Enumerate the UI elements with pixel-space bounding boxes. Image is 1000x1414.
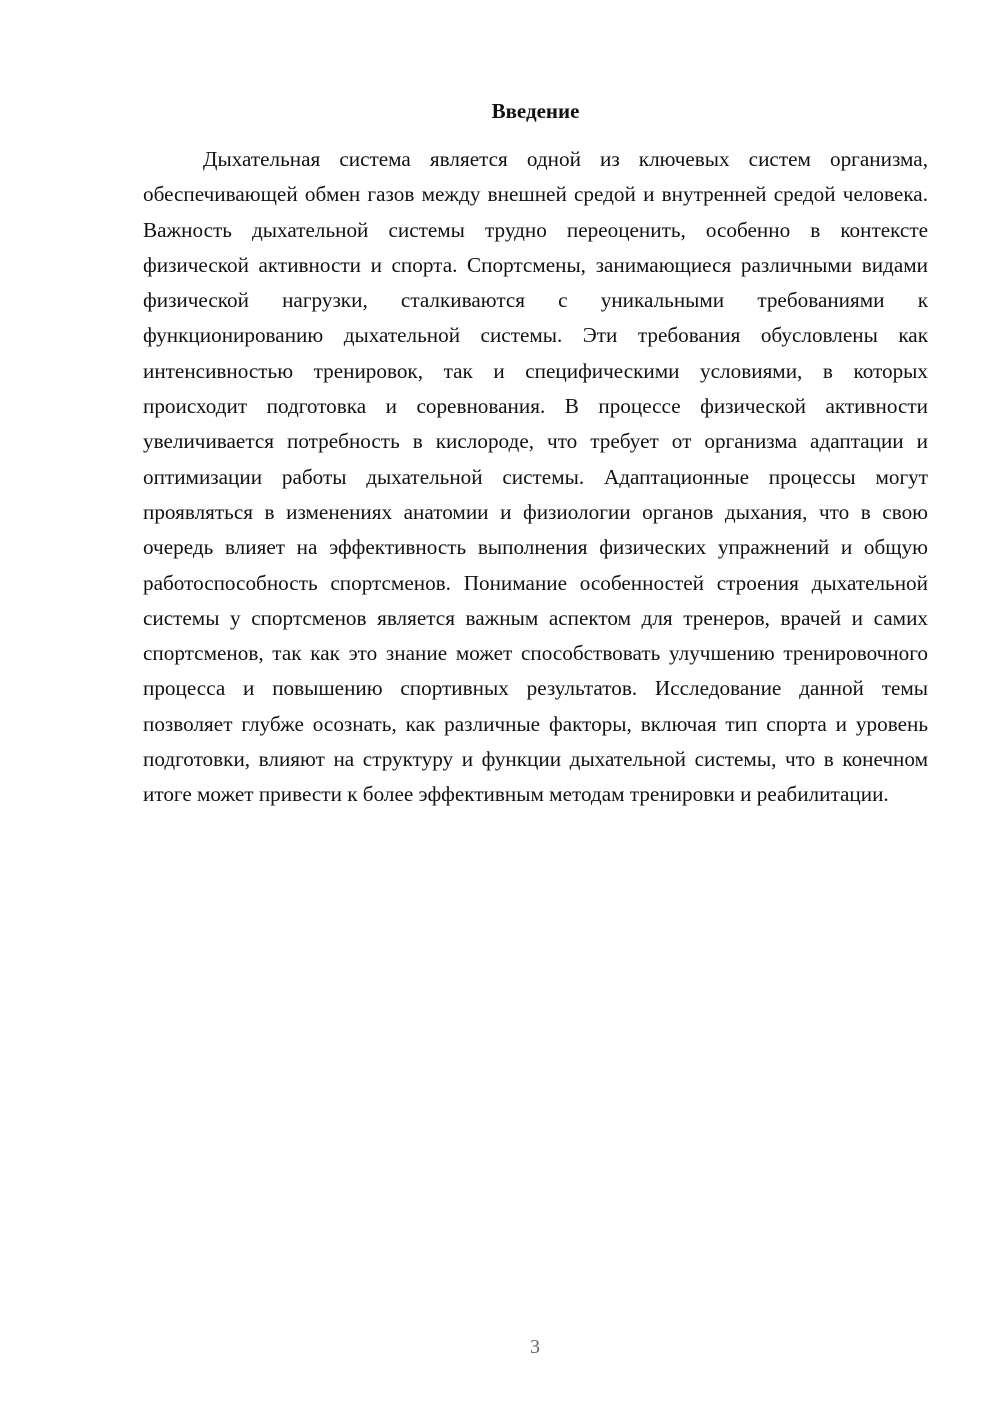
page-number: 3 [530, 1336, 540, 1358]
section-heading: Введение [491, 99, 580, 123]
body-paragraph: Дыхательная система является одной из ключевых систем организма, обеспечивающей обмен газов между внешней средой и внутренней средой человека. Важность дыхательной системы трудно переоценить, особенно в контексте физической активности и спорта. Спортсмены, занимающиеся различными видами физической нагрузки, сталкиваются с уникальными требованиями к функционированию дыхательной системы. Эти требования обусловлены как интенсивностью тренировок, так и специфическими условиями, в которых происходит подготовка и соревнования. В процессе физической активности увеличивается потребность в кислороде, что требует от организма адаптации и оптимизации работы дыхательной системы. Адаптационные процессы могут проявляться в изменениях анатомии и физиологии органов дыхания, что в свою очередь влияет на эффективность выполнения физических упражнений и общую работоспособность спортсменов. Понимание особенностей строения дыхательной системы у спортсменов является важным аспектом для тренеров, врачей и самих спортсменов, так как это знание может способствовать улучшению тренировочного процесса и повышению спортивных результатов. Исследование данной темы позволяет глубже осознать, как различные факторы, включая тип спорта и уровень подготовки, влияют на структуру и функции дыхательной системы, что в конечном итоге может привести к более эффективным методам тренировки и реабилитации. [143, 147, 928, 807]
